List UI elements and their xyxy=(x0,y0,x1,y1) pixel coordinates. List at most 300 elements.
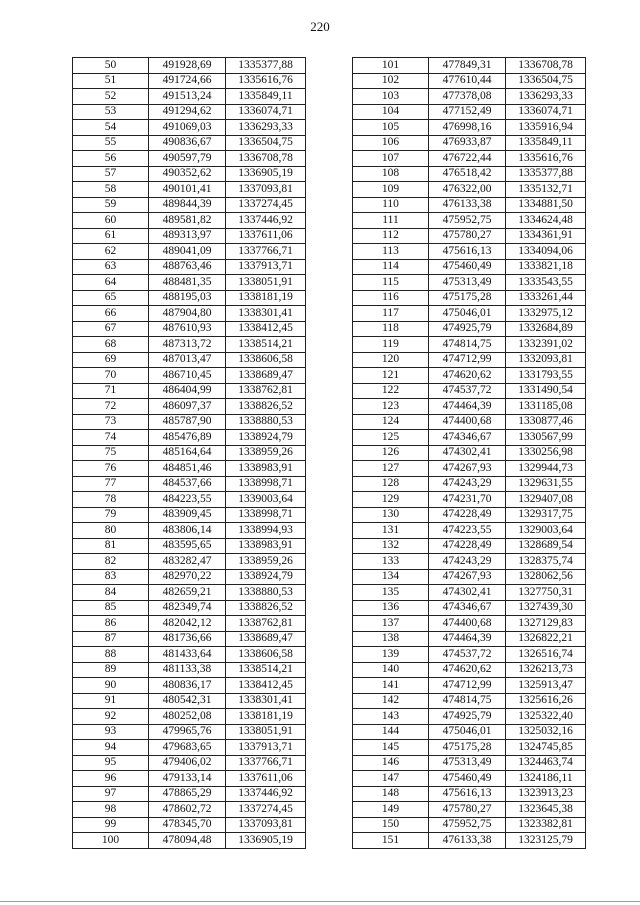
point-number-cell: 114 xyxy=(353,259,429,275)
x-coordinate-cell: 474400,68 xyxy=(429,414,506,430)
point-number-cell: 75 xyxy=(73,445,149,461)
x-coordinate-cell: 490352,62 xyxy=(149,166,226,182)
x-coordinate-cell: 476518,42 xyxy=(429,166,506,182)
point-number-cell: 66 xyxy=(73,306,149,322)
y-coordinate-cell: 1338412,45 xyxy=(226,678,306,694)
y-coordinate-cell: 1323645,38 xyxy=(506,802,586,818)
point-number-cell: 64 xyxy=(73,275,149,291)
point-number-cell: 73 xyxy=(73,414,149,430)
y-coordinate-cell: 1337611,06 xyxy=(226,771,306,787)
x-coordinate-cell: 484537,66 xyxy=(149,476,226,492)
point-number-cell: 133 xyxy=(353,554,429,570)
x-coordinate-cell: 488481,35 xyxy=(149,275,226,291)
table-row xyxy=(73,616,306,632)
x-coordinate-cell: 474267,93 xyxy=(429,461,506,477)
table-row xyxy=(353,275,586,291)
y-coordinate-cell: 1330256,98 xyxy=(506,445,586,461)
y-coordinate-cell: 1337913,71 xyxy=(226,740,306,756)
y-coordinate-cell: 1334094,06 xyxy=(506,244,586,260)
x-coordinate-cell: 487610,93 xyxy=(149,321,226,337)
y-coordinate-cell: 1338606,58 xyxy=(226,647,306,663)
x-coordinate-cell: 475175,28 xyxy=(429,740,506,756)
y-coordinate-cell: 1335377,88 xyxy=(506,166,586,182)
point-number-cell: 96 xyxy=(73,771,149,787)
point-number-cell: 56 xyxy=(73,151,149,167)
y-coordinate-cell: 1328062,56 xyxy=(506,569,586,585)
y-coordinate-cell: 1334361,91 xyxy=(506,228,586,244)
table-row xyxy=(73,476,306,492)
point-number-cell: 130 xyxy=(353,507,429,523)
point-number-cell: 143 xyxy=(353,709,429,725)
bottom-rule xyxy=(0,901,640,902)
x-coordinate-cell: 477152,49 xyxy=(429,104,506,120)
point-number-cell: 80 xyxy=(73,523,149,539)
table-row xyxy=(353,802,586,818)
point-number-cell: 78 xyxy=(73,492,149,508)
table-row xyxy=(73,213,306,229)
table-row xyxy=(73,600,306,616)
x-coordinate-cell: 483806,14 xyxy=(149,523,226,539)
table-row xyxy=(353,368,586,384)
y-coordinate-cell: 1326213,73 xyxy=(506,662,586,678)
y-coordinate-cell: 1323382,81 xyxy=(506,817,586,833)
point-number-cell: 106 xyxy=(353,135,429,151)
y-coordinate-cell: 1337274,45 xyxy=(226,802,306,818)
table-row xyxy=(353,352,586,368)
table-row xyxy=(353,507,586,523)
table-row xyxy=(73,678,306,694)
x-coordinate-cell: 475460,49 xyxy=(429,259,506,275)
point-number-cell: 74 xyxy=(73,430,149,446)
x-coordinate-cell: 476933,87 xyxy=(429,135,506,151)
table-row xyxy=(73,430,306,446)
point-number-cell: 117 xyxy=(353,306,429,322)
y-coordinate-cell: 1336708,78 xyxy=(226,151,306,167)
x-coordinate-cell: 478602,72 xyxy=(149,802,226,818)
y-coordinate-cell: 1324463,74 xyxy=(506,755,586,771)
y-coordinate-cell: 1325322,40 xyxy=(506,709,586,725)
point-number-cell: 121 xyxy=(353,368,429,384)
point-number-cell: 63 xyxy=(73,259,149,275)
x-coordinate-cell: 474231,70 xyxy=(429,492,506,508)
x-coordinate-cell: 475952,75 xyxy=(429,213,506,229)
x-coordinate-cell: 485164,64 xyxy=(149,445,226,461)
y-coordinate-cell: 1338606,58 xyxy=(226,352,306,368)
table-row xyxy=(73,786,306,802)
table-row xyxy=(73,135,306,151)
point-number-cell: 69 xyxy=(73,352,149,368)
table-row xyxy=(73,368,306,384)
x-coordinate-cell: 480836,17 xyxy=(149,678,226,694)
table-row xyxy=(353,693,586,709)
x-coordinate-cell: 488195,03 xyxy=(149,290,226,306)
y-coordinate-cell: 1333821,18 xyxy=(506,259,586,275)
table-row xyxy=(353,414,586,430)
y-coordinate-cell: 1329317,75 xyxy=(506,507,586,523)
point-number-cell: 71 xyxy=(73,383,149,399)
point-number-cell: 70 xyxy=(73,368,149,384)
point-number-cell: 57 xyxy=(73,166,149,182)
x-coordinate-cell: 477610,44 xyxy=(429,73,506,89)
table-row xyxy=(353,399,586,415)
table-row xyxy=(353,585,586,601)
table-row xyxy=(73,802,306,818)
x-coordinate-cell: 474620,62 xyxy=(429,662,506,678)
table-row xyxy=(73,507,306,523)
x-coordinate-cell: 474302,41 xyxy=(429,445,506,461)
point-number-cell: 118 xyxy=(353,321,429,337)
x-coordinate-cell: 474620,62 xyxy=(429,368,506,384)
x-coordinate-cell: 476133,38 xyxy=(429,197,506,213)
table-row xyxy=(73,771,306,787)
point-number-cell: 90 xyxy=(73,678,149,694)
table-row xyxy=(353,120,586,136)
table-row xyxy=(353,662,586,678)
point-number-cell: 87 xyxy=(73,631,149,647)
point-number-cell: 105 xyxy=(353,120,429,136)
table-row xyxy=(353,445,586,461)
table-row xyxy=(353,213,586,229)
table-row xyxy=(353,771,586,787)
table-row xyxy=(353,678,586,694)
x-coordinate-cell: 474267,93 xyxy=(429,569,506,585)
x-coordinate-cell: 489581,82 xyxy=(149,213,226,229)
x-coordinate-cell: 491724,66 xyxy=(149,73,226,89)
y-coordinate-cell: 1331185,08 xyxy=(506,399,586,415)
table-row xyxy=(73,755,306,771)
point-number-cell: 148 xyxy=(353,786,429,802)
y-coordinate-cell: 1338762,81 xyxy=(226,383,306,399)
point-number-cell: 98 xyxy=(73,802,149,818)
point-number-cell: 52 xyxy=(73,89,149,105)
point-number-cell: 139 xyxy=(353,647,429,663)
y-coordinate-cell: 1328689,54 xyxy=(506,538,586,554)
table-row xyxy=(353,383,586,399)
y-coordinate-cell: 1338983,91 xyxy=(226,538,306,554)
y-coordinate-cell: 1335132,71 xyxy=(506,182,586,198)
table-row xyxy=(73,58,306,74)
table-row xyxy=(73,337,306,353)
point-number-cell: 125 xyxy=(353,430,429,446)
table-row xyxy=(353,228,586,244)
y-coordinate-cell: 1335616,76 xyxy=(506,151,586,167)
table-row xyxy=(73,228,306,244)
x-coordinate-cell: 481736,66 xyxy=(149,631,226,647)
point-number-cell: 95 xyxy=(73,755,149,771)
table-row xyxy=(353,476,586,492)
x-coordinate-cell: 487313,72 xyxy=(149,337,226,353)
y-coordinate-cell: 1336504,75 xyxy=(226,135,306,151)
table-row xyxy=(73,569,306,585)
y-coordinate-cell: 1338924,79 xyxy=(226,430,306,446)
table-row xyxy=(353,709,586,725)
y-coordinate-cell: 1324745,85 xyxy=(506,740,586,756)
table-row xyxy=(353,755,586,771)
y-coordinate-cell: 1328375,74 xyxy=(506,554,586,570)
table-row xyxy=(353,461,586,477)
x-coordinate-cell: 489041,09 xyxy=(149,244,226,260)
point-number-cell: 126 xyxy=(353,445,429,461)
x-coordinate-cell: 491069,03 xyxy=(149,120,226,136)
point-number-cell: 60 xyxy=(73,213,149,229)
table-row xyxy=(73,662,306,678)
y-coordinate-cell: 1338826,52 xyxy=(226,600,306,616)
x-coordinate-cell: 477378,08 xyxy=(429,89,506,105)
table-row xyxy=(353,321,586,337)
point-number-cell: 107 xyxy=(353,151,429,167)
table-row xyxy=(353,430,586,446)
x-coordinate-cell: 483909,45 xyxy=(149,507,226,523)
y-coordinate-cell: 1334624,48 xyxy=(506,213,586,229)
y-coordinate-cell: 1338301,41 xyxy=(226,306,306,322)
y-coordinate-cell: 1338998,71 xyxy=(226,476,306,492)
point-number-cell: 99 xyxy=(73,817,149,833)
table-row xyxy=(353,166,586,182)
x-coordinate-cell: 481133,38 xyxy=(149,662,226,678)
x-coordinate-cell: 474712,99 xyxy=(429,352,506,368)
point-number-cell: 149 xyxy=(353,802,429,818)
y-coordinate-cell: 1337446,92 xyxy=(226,786,306,802)
y-coordinate-cell: 1338514,21 xyxy=(226,337,306,353)
y-coordinate-cell: 1327129,83 xyxy=(506,616,586,632)
point-number-cell: 128 xyxy=(353,476,429,492)
table-row xyxy=(353,89,586,105)
y-coordinate-cell: 1323125,79 xyxy=(506,833,586,849)
y-coordinate-cell: 1336074,71 xyxy=(506,104,586,120)
point-number-cell: 142 xyxy=(353,693,429,709)
x-coordinate-cell: 483282,47 xyxy=(149,554,226,570)
y-coordinate-cell: 1326516,74 xyxy=(506,647,586,663)
y-coordinate-cell: 1331490,54 xyxy=(506,383,586,399)
table-row xyxy=(353,244,586,260)
y-coordinate-cell: 1335616,76 xyxy=(226,73,306,89)
x-coordinate-cell: 479683,65 xyxy=(149,740,226,756)
point-number-cell: 129 xyxy=(353,492,429,508)
table-row xyxy=(353,724,586,740)
y-coordinate-cell: 1332093,81 xyxy=(506,352,586,368)
x-coordinate-cell: 484223,55 xyxy=(149,492,226,508)
y-coordinate-cell: 1338762,81 xyxy=(226,616,306,632)
y-coordinate-cell: 1329407,08 xyxy=(506,492,586,508)
y-coordinate-cell: 1329944,73 xyxy=(506,461,586,477)
x-coordinate-cell: 475616,13 xyxy=(429,786,506,802)
x-coordinate-cell: 489313,97 xyxy=(149,228,226,244)
x-coordinate-cell: 475046,01 xyxy=(429,306,506,322)
point-number-cell: 100 xyxy=(73,833,149,849)
point-number-cell: 119 xyxy=(353,337,429,353)
point-number-cell: 131 xyxy=(353,523,429,539)
x-coordinate-cell: 486710,45 xyxy=(149,368,226,384)
y-coordinate-cell: 1334881,50 xyxy=(506,197,586,213)
coordinates-table-left xyxy=(72,57,306,849)
y-coordinate-cell: 1325913,47 xyxy=(506,678,586,694)
point-number-cell: 151 xyxy=(353,833,429,849)
point-number-cell: 122 xyxy=(353,383,429,399)
y-coordinate-cell: 1336293,33 xyxy=(226,120,306,136)
x-coordinate-cell: 486097,37 xyxy=(149,399,226,415)
y-coordinate-cell: 1338181,19 xyxy=(226,290,306,306)
y-coordinate-cell: 1338994,93 xyxy=(226,523,306,539)
x-coordinate-cell: 475046,01 xyxy=(429,724,506,740)
y-coordinate-cell: 1333261,44 xyxy=(506,290,586,306)
point-number-cell: 108 xyxy=(353,166,429,182)
table-row xyxy=(353,492,586,508)
table-row xyxy=(73,693,306,709)
table-row xyxy=(73,244,306,260)
table-row xyxy=(73,306,306,322)
y-coordinate-cell: 1329003,64 xyxy=(506,523,586,539)
y-coordinate-cell: 1337766,71 xyxy=(226,755,306,771)
x-coordinate-cell: 479965,76 xyxy=(149,724,226,740)
table-row xyxy=(353,73,586,89)
point-number-cell: 65 xyxy=(73,290,149,306)
x-coordinate-cell: 475175,28 xyxy=(429,290,506,306)
x-coordinate-cell: 476322,00 xyxy=(429,182,506,198)
y-coordinate-cell: 1331793,55 xyxy=(506,368,586,384)
point-number-cell: 55 xyxy=(73,135,149,151)
table-row xyxy=(353,306,586,322)
y-coordinate-cell: 1325616,26 xyxy=(506,693,586,709)
x-coordinate-cell: 474925,79 xyxy=(429,321,506,337)
table-row xyxy=(73,383,306,399)
table-row xyxy=(73,414,306,430)
point-number-cell: 136 xyxy=(353,600,429,616)
x-coordinate-cell: 475780,27 xyxy=(429,802,506,818)
table-row xyxy=(353,337,586,353)
y-coordinate-cell: 1336905,19 xyxy=(226,166,306,182)
point-number-cell: 146 xyxy=(353,755,429,771)
x-coordinate-cell: 474464,39 xyxy=(429,399,506,415)
point-number-cell: 134 xyxy=(353,569,429,585)
x-coordinate-cell: 480542,31 xyxy=(149,693,226,709)
table-row xyxy=(73,275,306,291)
coordinates-table-right xyxy=(352,57,586,849)
y-coordinate-cell: 1330877,46 xyxy=(506,414,586,430)
y-coordinate-cell: 1323913,23 xyxy=(506,786,586,802)
point-number-cell: 50 xyxy=(73,58,149,74)
table-row xyxy=(73,554,306,570)
x-coordinate-cell: 474464,39 xyxy=(429,631,506,647)
x-coordinate-cell: 476998,16 xyxy=(429,120,506,136)
x-coordinate-cell: 474228,49 xyxy=(429,538,506,554)
x-coordinate-cell: 486404,99 xyxy=(149,383,226,399)
x-coordinate-cell: 489844,39 xyxy=(149,197,226,213)
point-number-cell: 137 xyxy=(353,616,429,632)
table-row xyxy=(353,817,586,833)
page-number: 220 xyxy=(310,19,330,34)
table-row xyxy=(353,135,586,151)
table-row xyxy=(73,166,306,182)
point-number-cell: 144 xyxy=(353,724,429,740)
x-coordinate-cell: 474228,49 xyxy=(429,507,506,523)
table-row xyxy=(73,197,306,213)
point-number-cell: 77 xyxy=(73,476,149,492)
table-row xyxy=(353,538,586,554)
table-row xyxy=(353,259,586,275)
x-coordinate-cell: 474537,72 xyxy=(429,383,506,399)
x-coordinate-cell: 478865,29 xyxy=(149,786,226,802)
y-coordinate-cell: 1336504,75 xyxy=(506,73,586,89)
table-row xyxy=(73,647,306,663)
x-coordinate-cell: 474346,67 xyxy=(429,600,506,616)
y-coordinate-cell: 1336905,19 xyxy=(226,833,306,849)
table-row xyxy=(73,259,306,275)
point-number-cell: 67 xyxy=(73,321,149,337)
table-row xyxy=(73,399,306,415)
y-coordinate-cell: 1330567,99 xyxy=(506,430,586,446)
point-number-cell: 72 xyxy=(73,399,149,415)
x-coordinate-cell: 488763,46 xyxy=(149,259,226,275)
point-number-cell: 132 xyxy=(353,538,429,554)
table-row xyxy=(73,709,306,725)
table-row xyxy=(73,89,306,105)
x-coordinate-cell: 476133,38 xyxy=(429,833,506,849)
y-coordinate-cell: 1337093,81 xyxy=(226,817,306,833)
point-number-cell: 51 xyxy=(73,73,149,89)
table-row xyxy=(353,569,586,585)
x-coordinate-cell: 491294,62 xyxy=(149,104,226,120)
x-coordinate-cell: 490836,67 xyxy=(149,135,226,151)
point-number-cell: 104 xyxy=(353,104,429,120)
point-number-cell: 88 xyxy=(73,647,149,663)
point-number-cell: 127 xyxy=(353,461,429,477)
y-coordinate-cell: 1338880,53 xyxy=(226,585,306,601)
x-coordinate-cell: 487904,80 xyxy=(149,306,226,322)
y-coordinate-cell: 1335916,94 xyxy=(506,120,586,136)
y-coordinate-cell: 1327439,30 xyxy=(506,600,586,616)
point-number-cell: 93 xyxy=(73,724,149,740)
table-row xyxy=(73,352,306,368)
table-row xyxy=(353,740,586,756)
table-row xyxy=(73,492,306,508)
point-number-cell: 97 xyxy=(73,786,149,802)
y-coordinate-cell: 1338959,26 xyxy=(226,554,306,570)
table-row xyxy=(73,585,306,601)
table-row xyxy=(73,461,306,477)
y-coordinate-cell: 1326822,21 xyxy=(506,631,586,647)
point-number-cell: 147 xyxy=(353,771,429,787)
point-number-cell: 109 xyxy=(353,182,429,198)
point-number-cell: 138 xyxy=(353,631,429,647)
y-coordinate-cell: 1336074,71 xyxy=(226,104,306,120)
x-coordinate-cell: 478094,48 xyxy=(149,833,226,849)
table-row xyxy=(353,647,586,663)
x-coordinate-cell: 474400,68 xyxy=(429,616,506,632)
x-coordinate-cell: 491513,24 xyxy=(149,89,226,105)
point-number-cell: 92 xyxy=(73,709,149,725)
point-number-cell: 54 xyxy=(73,120,149,136)
x-coordinate-cell: 475616,13 xyxy=(429,244,506,260)
x-coordinate-cell: 475952,75 xyxy=(429,817,506,833)
table-row xyxy=(73,120,306,136)
table-row xyxy=(353,523,586,539)
y-coordinate-cell: 1338051,91 xyxy=(226,724,306,740)
x-coordinate-cell: 474243,29 xyxy=(429,476,506,492)
y-coordinate-cell: 1339003,64 xyxy=(226,492,306,508)
point-number-cell: 68 xyxy=(73,337,149,353)
point-number-cell: 83 xyxy=(73,569,149,585)
y-coordinate-cell: 1338514,21 xyxy=(226,662,306,678)
point-number-cell: 111 xyxy=(353,213,429,229)
y-coordinate-cell: 1333543,55 xyxy=(506,275,586,291)
x-coordinate-cell: 475313,49 xyxy=(429,755,506,771)
y-coordinate-cell: 1338051,91 xyxy=(226,275,306,291)
x-coordinate-cell: 487013,47 xyxy=(149,352,226,368)
point-number-cell: 58 xyxy=(73,182,149,198)
x-coordinate-cell: 474537,72 xyxy=(429,647,506,663)
table-row xyxy=(73,445,306,461)
y-coordinate-cell: 1332684,89 xyxy=(506,321,586,337)
